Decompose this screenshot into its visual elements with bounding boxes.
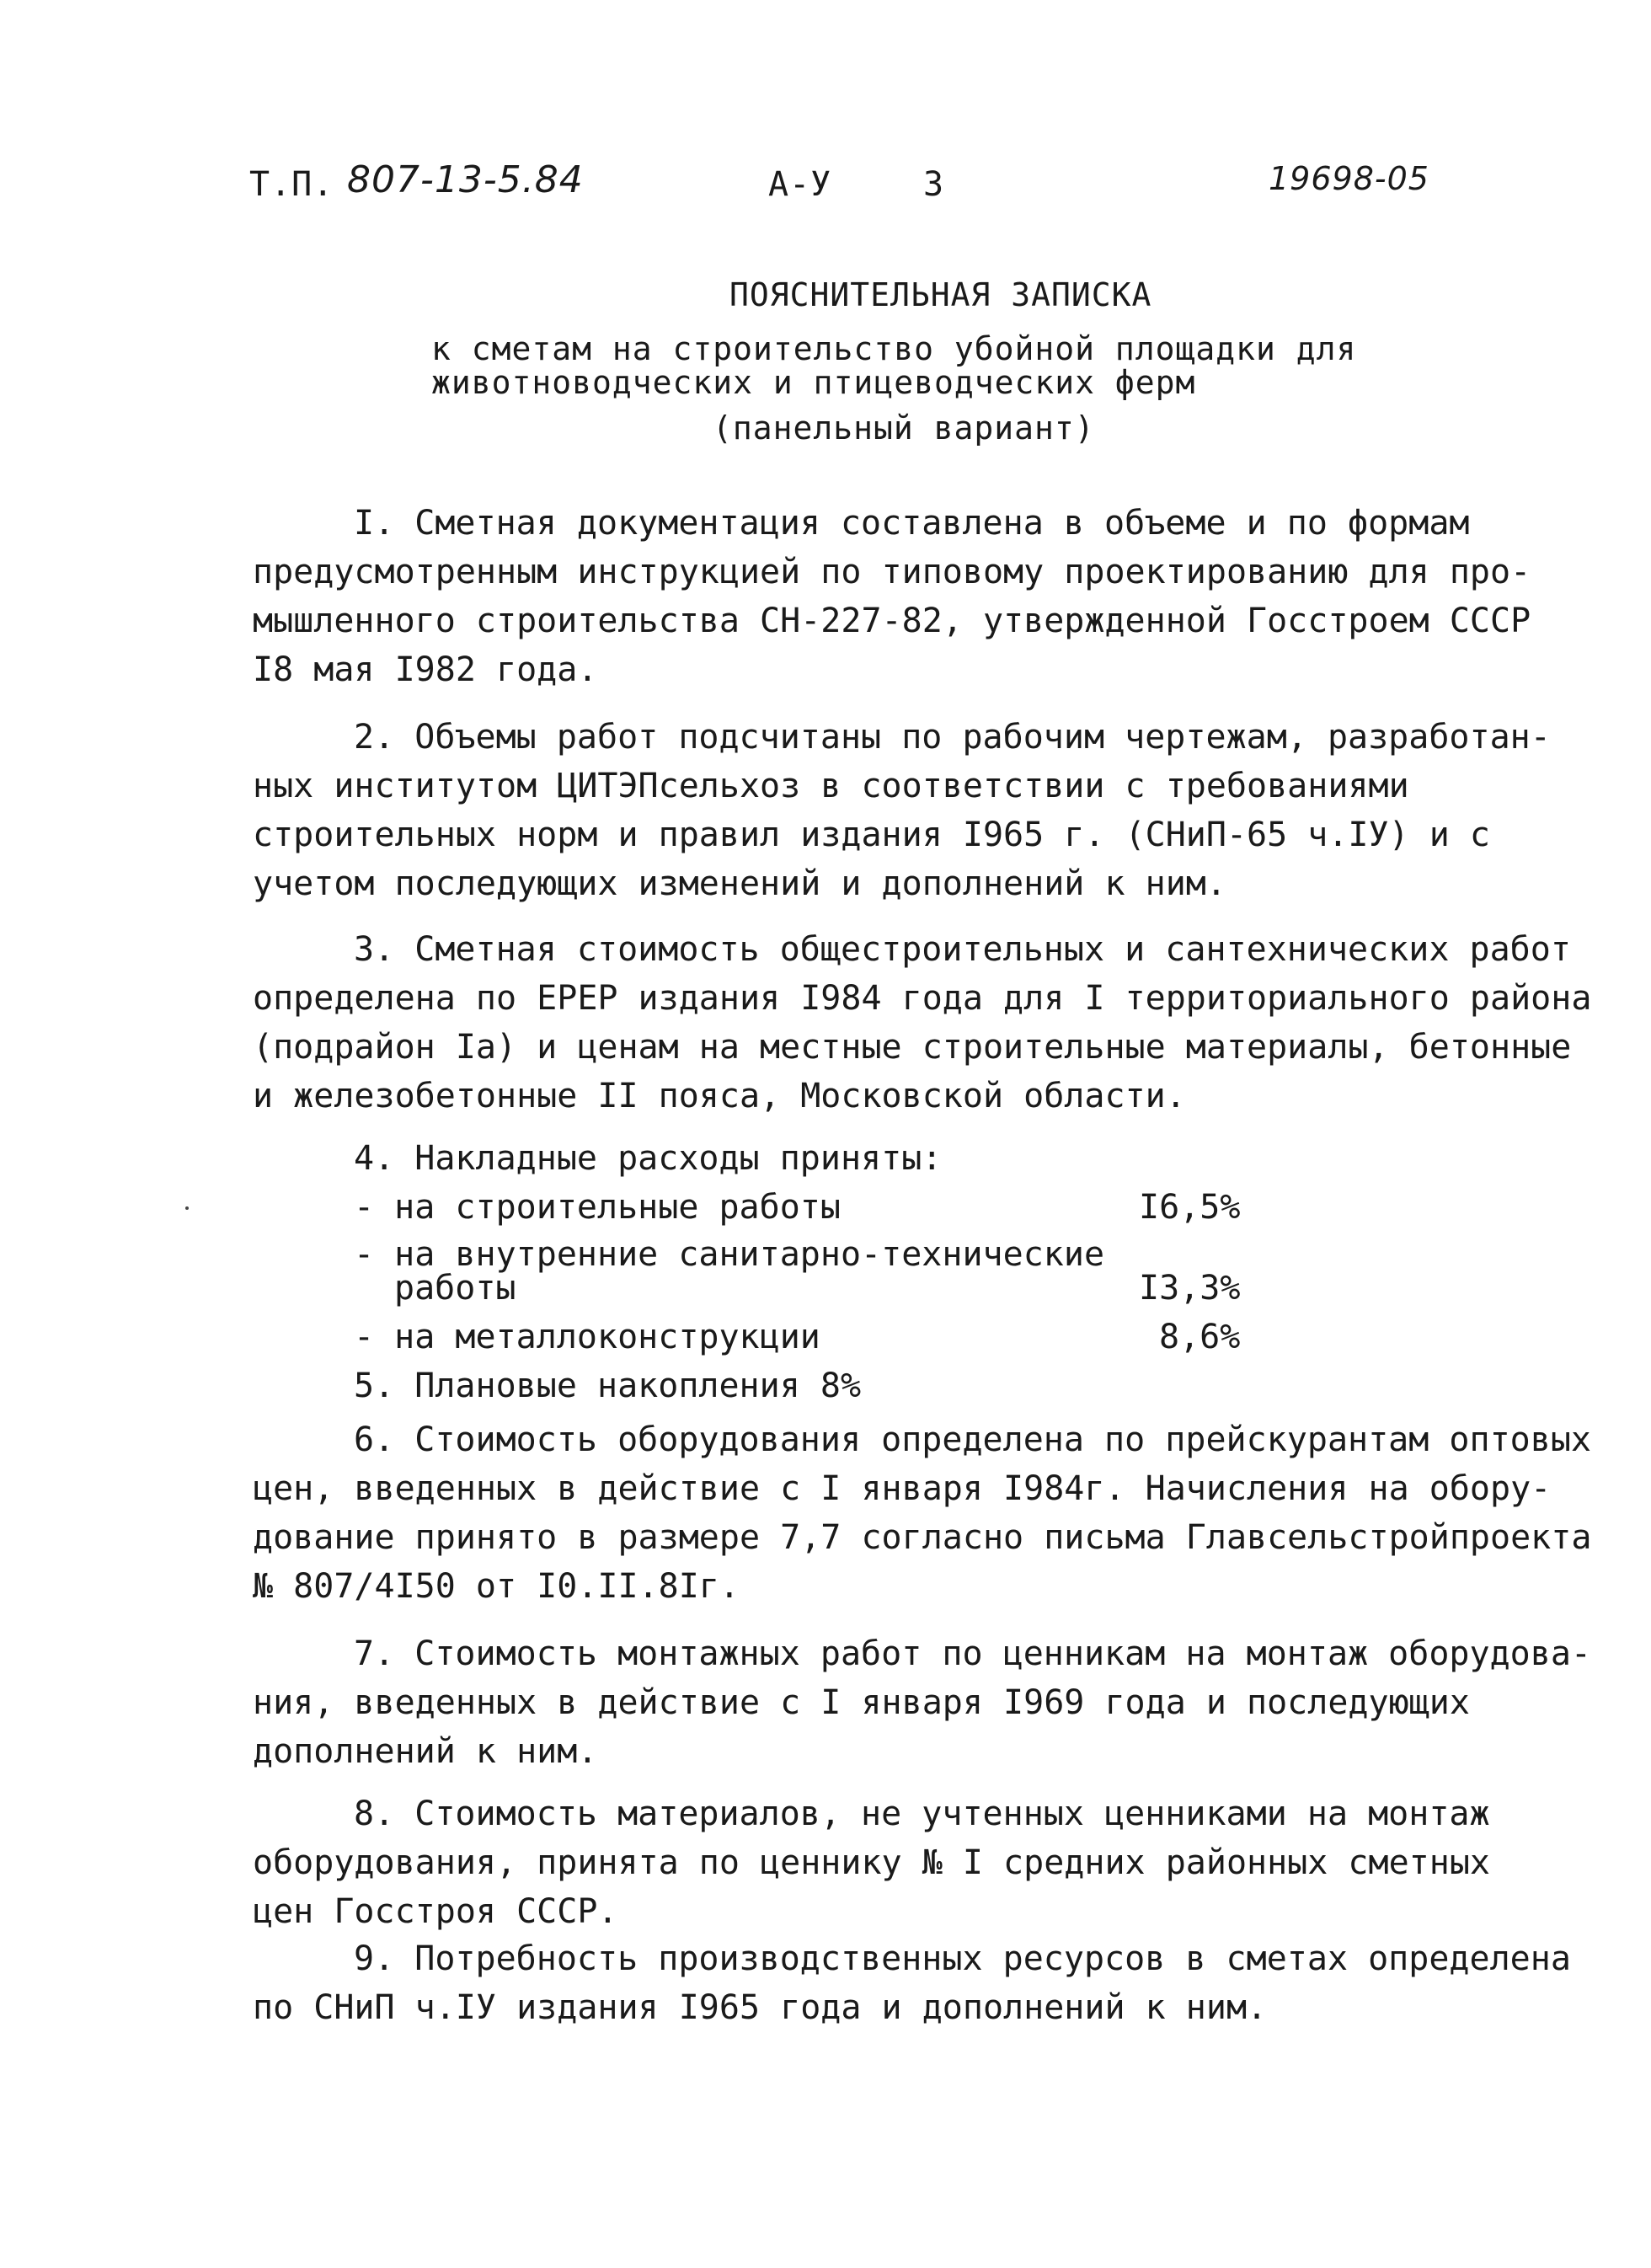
overhead-value-sanitary: I3,3%: [1139, 1269, 1241, 1308]
scan-dot: [185, 1206, 189, 1210]
p6-line: цен, введенных в действие с I января I984г. Начисления на обору-: [253, 1469, 1552, 1508]
p9-line: по СНиП ч.IУ издания I965 года и дополнений к ним.: [253, 1988, 1268, 2027]
p8-line: оборудования, принята по ценнику № I средних районных сметных: [253, 1843, 1491, 1882]
p7-line: 7. Стоимость монтажных работ по ценникам на монтаж оборудова-: [354, 1634, 1592, 1673]
p1-line: I8 мая I982 года.: [253, 650, 598, 689]
p2-line: 2. Объемы работ подсчитаны по рабочим чертежам, разработан-: [354, 718, 1551, 757]
p7-line: ния, введенных в действие с I января I969 года и последующих: [253, 1683, 1470, 1722]
p2-line: ных институтом ЦИТЭПсельхоз в соответствии с требованиями: [253, 767, 1409, 805]
p1-line: предусмотренным инструкцией по типовому проектированию для про-: [253, 553, 1531, 591]
p3-line: определена по ЕРЕР издания I984 года для I территориального района: [253, 979, 1592, 1018]
paragraph-7: [253, 1629, 1591, 1776]
paragraph-2: [253, 713, 1551, 908]
p8-line: 8. Стоимость материалов, не учтенных ценниками на монтаж: [354, 1795, 1490, 1833]
subtitle-line-2: животноводческих и птицеводческих ферм: [431, 364, 1196, 401]
p1-line: I. Сметная документация составлена в объеме и по формам: [354, 504, 1470, 543]
overhead-value-construction: I6,5%: [1139, 1188, 1241, 1227]
p9-line: 9. Потребность производственных ресурсов в сметах определена: [354, 1939, 1571, 1978]
paragraph-9: [253, 1934, 1571, 2032]
paragraph-1: [253, 499, 1531, 694]
p7-line: дополнений к ним.: [253, 1732, 598, 1771]
overheads-title: 4. Накладные расходы приняты:: [354, 1139, 943, 1178]
p2-line: строительных норм и правил издания I965 г. (СНиП-65 ч.IУ) и с: [253, 816, 1491, 854]
paragraph-3: [253, 925, 1591, 1121]
document-title: ПОЯСНИТЕЛЬНАЯ ЗАПИСКА: [729, 276, 1152, 313]
album-code: А-У: [768, 165, 832, 204]
overhead-label-sanitary: - на внутренние санитарно-технические: [354, 1235, 1105, 1274]
paragraph-8: [253, 1789, 1490, 1936]
planned-savings: 5. Плановые накопления 8%: [354, 1367, 862, 1405]
p1-line: мышленного строительства СН-227-82, утвержденной Госстроем СССР: [253, 602, 1531, 640]
p8-line: цен Госстроя СССР.: [253, 1892, 618, 1931]
p2-line: учетом последующих изменений и дополнений к ним.: [253, 864, 1226, 903]
inventory-number: 19698-05: [1269, 160, 1429, 197]
p6-line: № 807/4I50 от I0.II.8Iг.: [253, 1567, 740, 1606]
p3-line: (подрайон Iа) и ценам на местные строительные материалы, бетонные: [253, 1028, 1572, 1067]
overhead-value-metal: 8,6%: [1159, 1318, 1241, 1356]
paragraph-6: [253, 1415, 1591, 1611]
overhead-label-construction: - на строительные работы: [354, 1188, 841, 1227]
project-number: 807-13-5.84: [347, 158, 584, 201]
page-number: 3: [923, 165, 945, 204]
overhead-label-sanitary-works: работы: [394, 1269, 516, 1308]
subtitle-line-1: к сметам на строительство убойной площадки для: [431, 330, 1357, 367]
overhead-label-metal: - на металлоконструкции: [354, 1318, 820, 1356]
p3-line: 3. Сметная стоимость общестроительных и сантехнических работ: [354, 930, 1571, 969]
p6-line: дование принято в размере 7,7 согласно письма Главсельстройпроекта: [253, 1518, 1592, 1557]
variant-label: (панельный вариант): [713, 409, 1095, 447]
p6-line: 6. Стоимость оборудования определена по прейскурантам оптовых: [354, 1420, 1592, 1459]
tp-label: Т.П.: [249, 165, 334, 204]
p3-line: и железобетонные II пояса, Московской области.: [253, 1077, 1186, 1115]
